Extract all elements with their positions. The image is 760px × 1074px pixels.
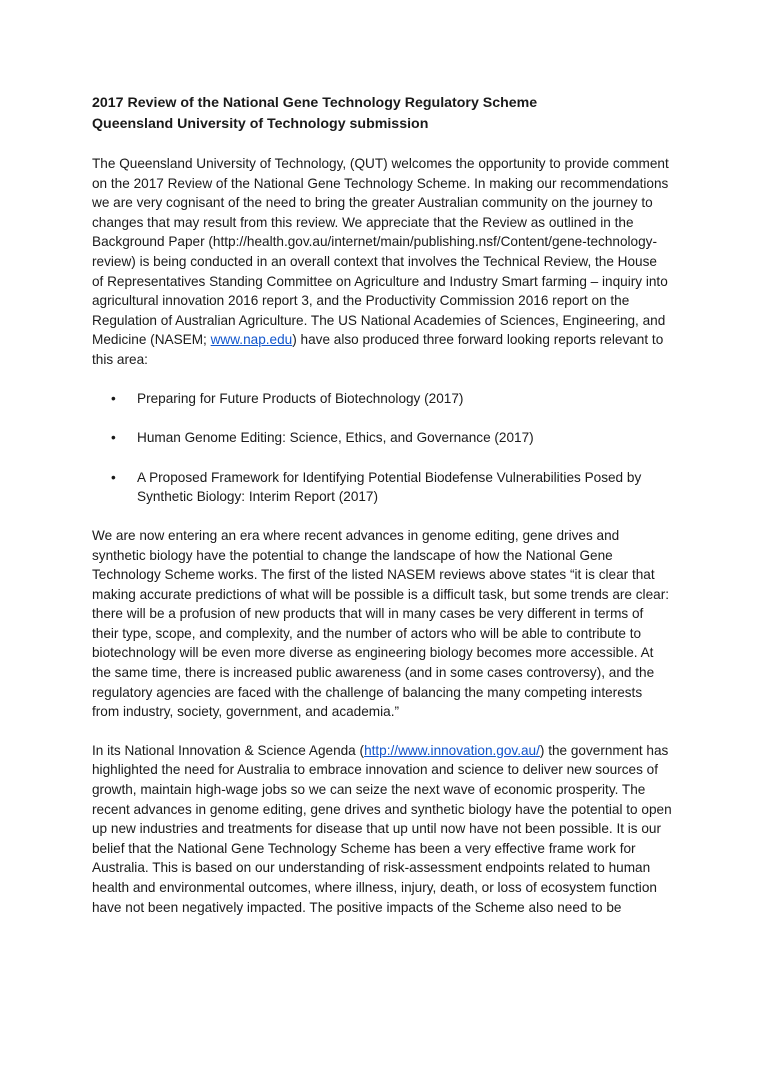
- innovation-link[interactable]: http://www.innovation.gov.au/: [364, 742, 540, 758]
- bullet-icon: •: [111, 390, 116, 406]
- bullet-icon: •: [111, 469, 116, 485]
- title-line-1: 2017 Review of the National Gene Technology Regulatory Scheme: [92, 95, 538, 111]
- intro-text: The Queensland University of Technology, (QUT) welcomes the opportunity to provide comment on the 2017 Review of the National Gene Technology Scheme. In making our recommendations we are very cognisant of the need to bring the greater Australian community on the journey to changes that may result from this review. We appreciate that the Review as outlined in the Background Paper (http://health.gov.au/internet/main/publishing.nsf/Content/gene-technology-review) is being conducted in an overall context that involves the Technical Review, the House of Representatives Standing Committee on Agriculture and Industry Smart farming – inquiry into agricultural innovation 2016 report 3, and the Productivity Commission 2016 report on the Regulation of Australian Agriculture. The US National Academies of Sciences, Engineering, and Medicine (NASEM;: [92, 156, 669, 348]
- list-item-text: Preparing for Future Products of Biotechnology (2017): [137, 390, 464, 406]
- list-item: [92, 428, 672, 448]
- innovation-paragraph: [92, 741, 672, 917]
- nap-link[interactable]: www.nap.edu: [210, 332, 293, 348]
- list-item: [92, 389, 672, 409]
- era-paragraph: We are now entering an era where recent advances in genome editing, gene drives and synthetic biology have the potential to change the landscape of how the National Gene Technology Scheme works. The first of the listed NASEM reviews above states “it is clear that making accurate predictions of what will be possible is a difficult task, but some trends are clear: there will be a profusion of new products that will in many cases be very different in terms of their type, scope, and complexity, and the number of actors who will be able to contribute to biotechnology will be even more diverse as engineering biology becomes more accessible. At the same time, there is increased public awareness (and in some cases controversy), and the regulatory agencies are faced with the challenge of balancing the many competing interests from industry, society, government, and academia.”: [92, 527, 670, 720]
- reports-list: [92, 389, 672, 507]
- document-title: [92, 93, 672, 135]
- intro-text-end: ) have also produced three forward looking reports relevant to this area:: [92, 332, 664, 367]
- list-item: [92, 468, 672, 507]
- intro-paragraph: [92, 154, 672, 370]
- list-item-text: A Proposed Framework for Identifying Potential Biodefense Vulnerabilities Posed by Synthetic Biology: Interim Report (2017): [137, 469, 642, 505]
- bullet-icon: •: [111, 430, 116, 446]
- document-body: [92, 93, 672, 917]
- title-line-2: Queensland University of Technology submission: [92, 116, 429, 132]
- innovation-text: In its National Innovation & Science Agenda (: [92, 742, 365, 758]
- list-item-text: Human Genome Editing: Science, Ethics, and Governance (2017): [137, 430, 534, 446]
- innovation-text-end: ) the government has highlighted the need for Australia to embrace innovation and science to deliver new sources of growth, maintain high-wage jobs so we can seize the next wave of economic prosperity. The recent advances in genome editing, gene drives and synthetic biology have the potential to open up new industries and treatments for disease that up until now have not been possible. It is our belief that the National Gene Technology Scheme has been a very effective frame work for Australia. This is based on our understanding of risk-assessment endpoints related to human health and environmental outcomes, where illness, injury, death, or loss of ecosystem function have not been negatively impacted. The positive impacts of the Scheme also need to be: [92, 742, 672, 915]
